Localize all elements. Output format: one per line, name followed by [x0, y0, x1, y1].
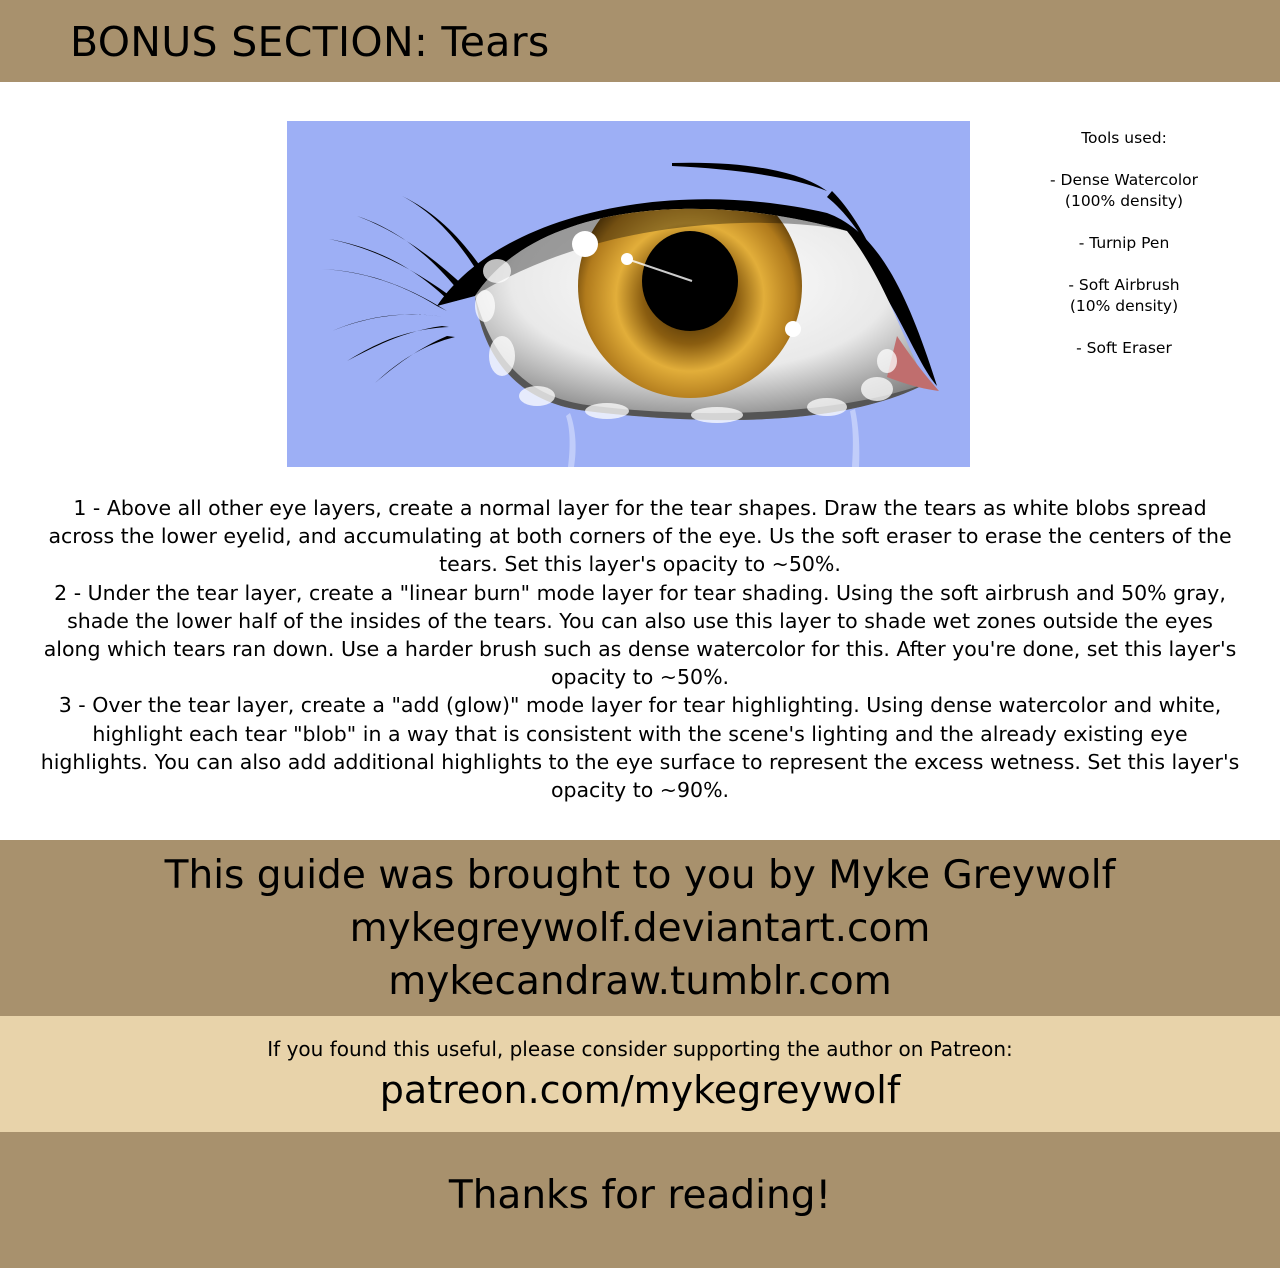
tumblr-link[interactable]: mykecandraw.tumblr.com [388, 959, 892, 1004]
highlight-large [572, 231, 598, 257]
highlight-right [785, 321, 801, 337]
header-band [0, 0, 1280, 82]
tool-item: - Dense Watercolor (100% density) [1050, 171, 1198, 210]
step-1: 1 - Above all other eye layers, create a normal layer for the tear shapes. Draw the tears as white blobs spread across the lower eyelid, and accumulating at both corners of the eye. Us the soft eraser to erase the centers of the tears. Set this layer's opacity to ~50%. [48, 496, 1232, 577]
tool-item: - Soft Eraser [1076, 339, 1172, 357]
step-3: 3 - Over the tear layer, create a "add (glow)" mode layer for tear highlighting. Using dense watercolor and white, highlight each tear "blob" in a way that is consistent with the scene's lighting and the already existing eye highlights. You can also add additional highlights to the eye surface to represent the excess wetness. Set this layer's opacity to ~90%. [40, 693, 1240, 803]
footer-band [0, 1132, 1280, 1268]
patreon-band [0, 1016, 1280, 1132]
eye-illustration [287, 121, 970, 467]
thanks-message: Thanks for reading! [448, 1173, 832, 1218]
step-2: 2 - Under the tear layer, create a "linear burn" mode layer for tear shading. Using the soft airbrush and 50% gray, shade the lower half of the insides of the tears. You can also use this layer to shade wet zones outside the eyes along which tears ran down. Use a harder brush such as dense watercolor for this. After you're done, set this layer's opacity to ~50%. [43, 580, 1237, 690]
credits-band [0, 840, 1280, 1016]
tool-item: - Turnip Pen [1078, 234, 1170, 252]
eye-drawing [287, 121, 970, 467]
tear-streak-left [566, 413, 576, 467]
tools-heading: Tools used: [1081, 129, 1167, 147]
tools-list [1010, 128, 1238, 380]
patreon-note: If you found this useful, please consider supporting the author on Patreon: [267, 1037, 1013, 1061]
tool-item: - Soft Airbrush (10% density) [1068, 276, 1180, 315]
patreon-link[interactable]: patreon.com/mykegreywolf [379, 1068, 901, 1112]
page-title: BONUS SECTION: Tears [70, 18, 550, 66]
credits-author: This guide was brought to you by Myke Greywolf [164, 853, 1116, 898]
deviantart-link[interactable]: mykegreywolf.deviantart.com [349, 906, 931, 951]
instructions [40, 494, 1240, 804]
tear-streak-right [850, 409, 859, 467]
crease [672, 163, 827, 191]
